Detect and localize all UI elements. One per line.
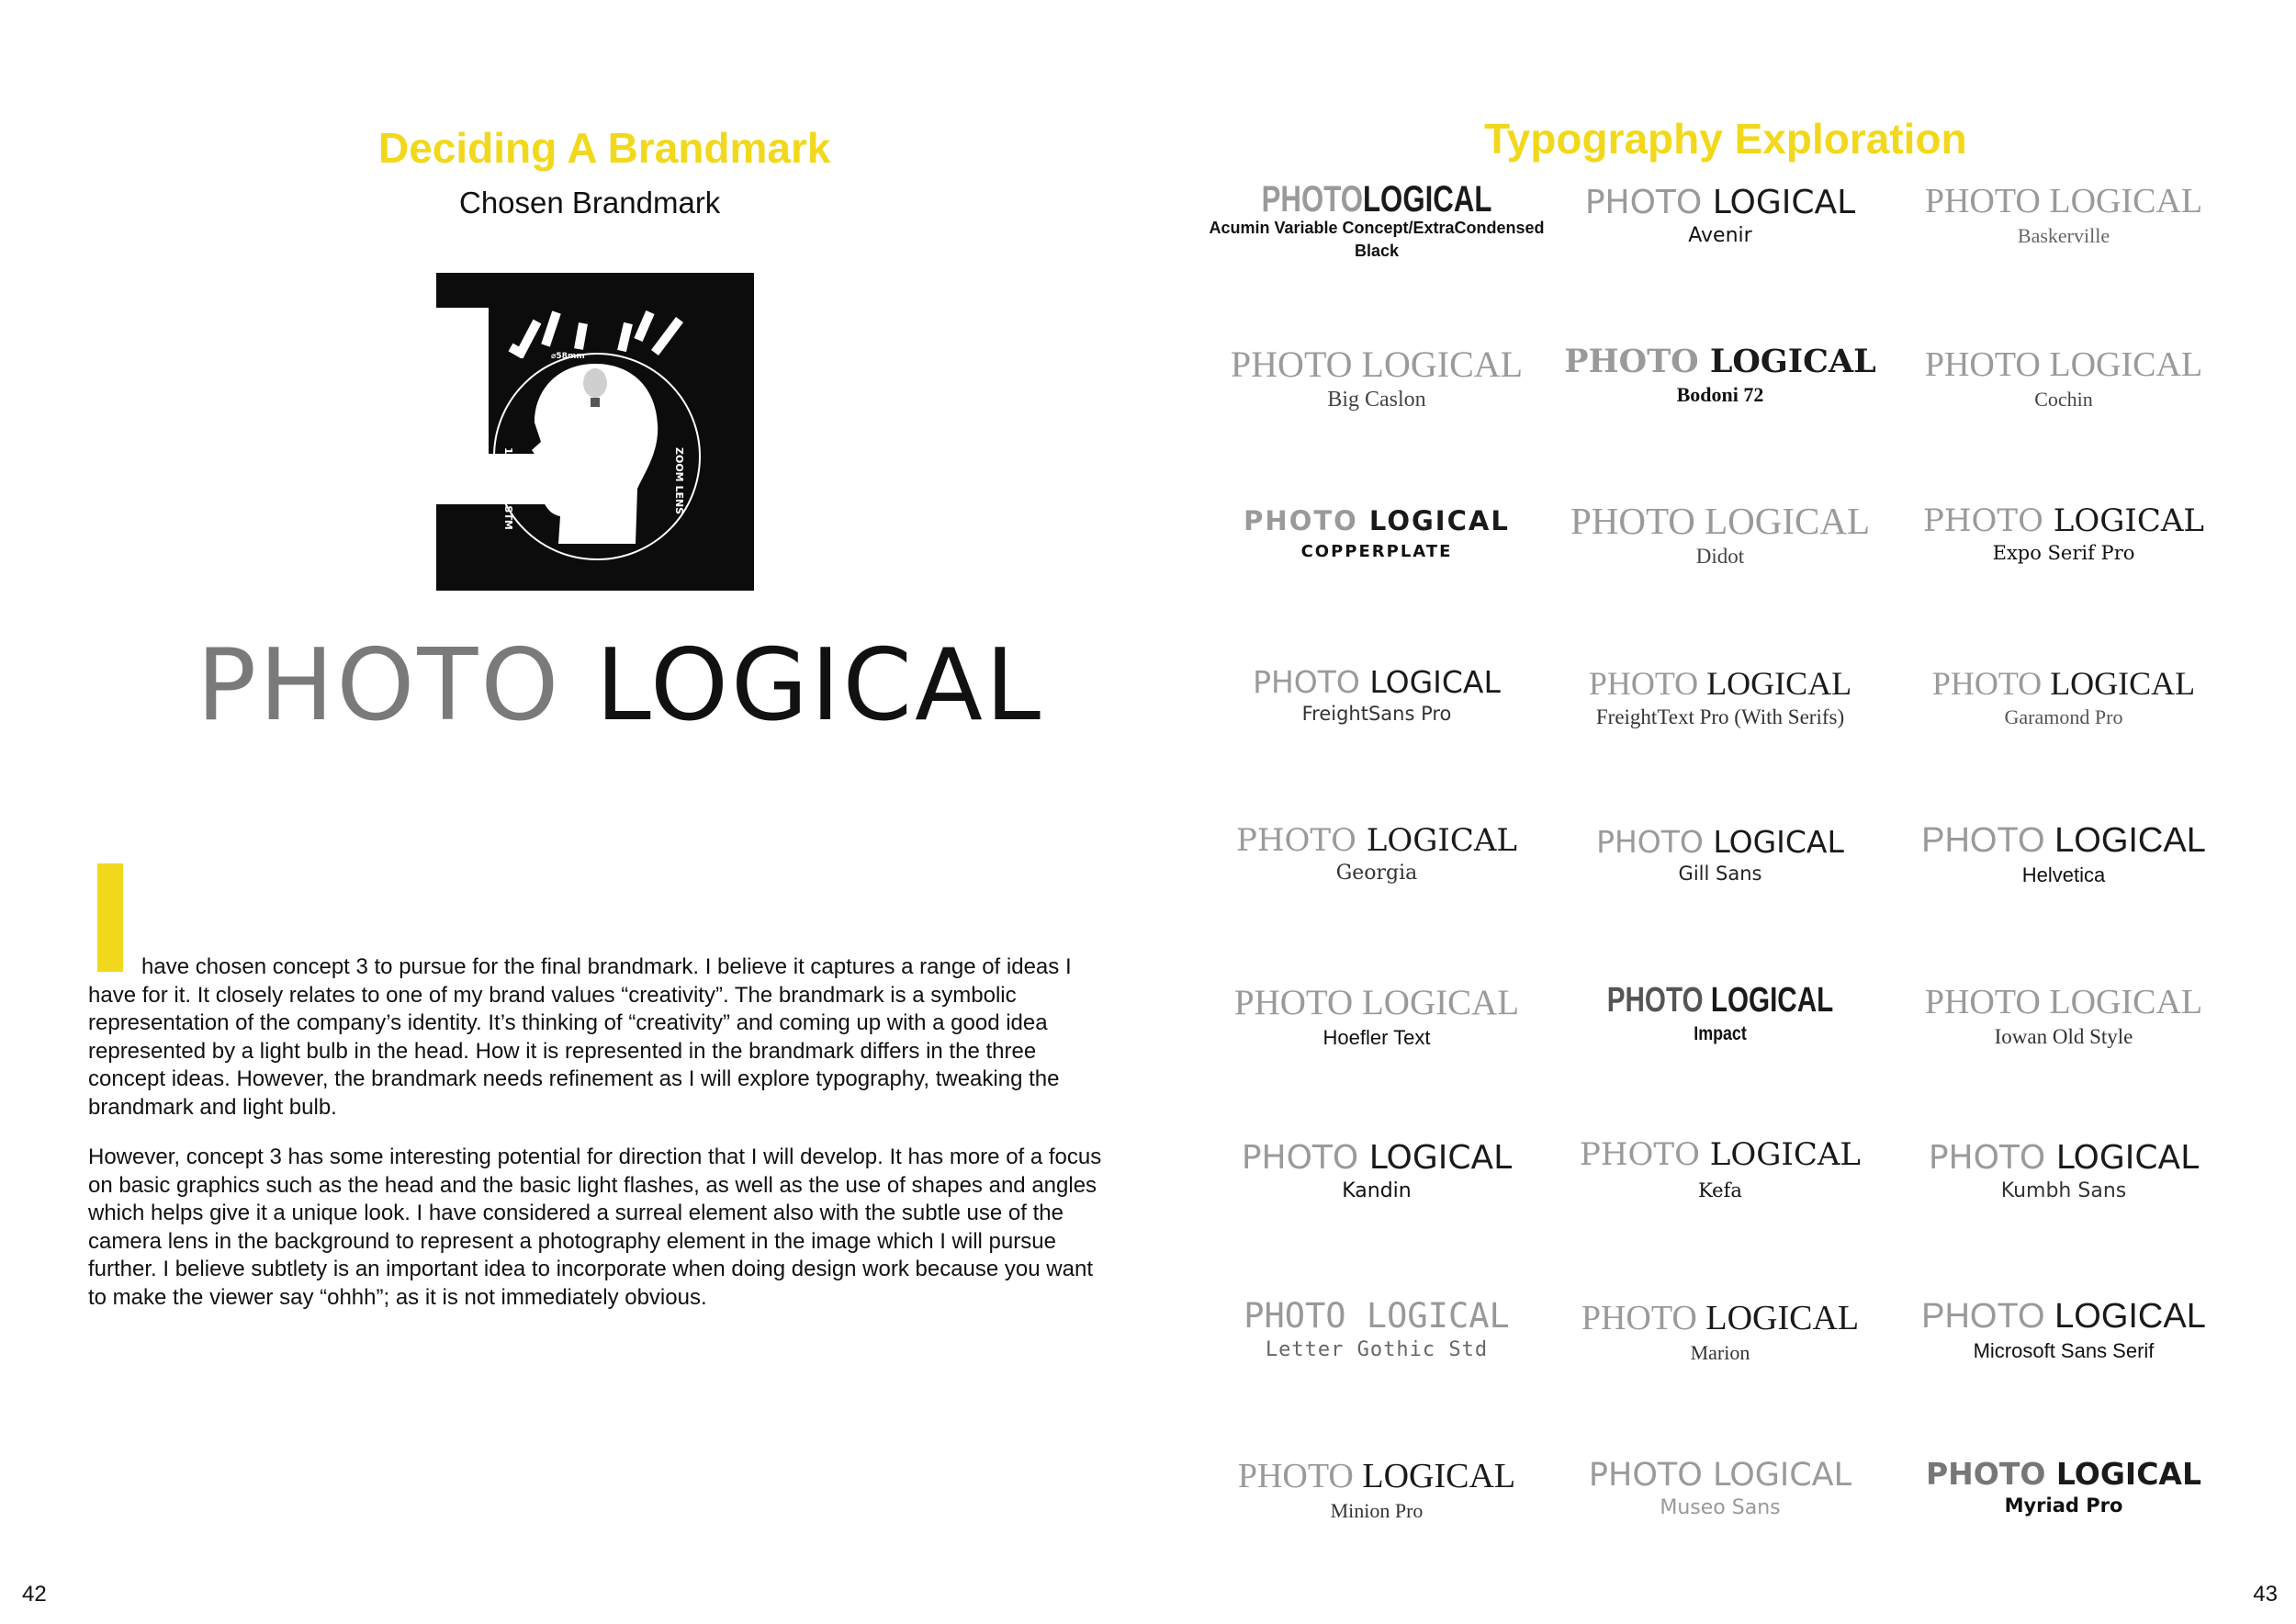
sample-text: PHOTO LOGICAL [1236, 822, 1517, 859]
sample-text: PHOTO LOGICAL [1924, 182, 2203, 220]
font-name: Microsoft Sans Serif [1973, 1338, 2155, 1362]
sample-text: PHOTO LOGICAL [1588, 1457, 1852, 1494]
sample-text: PHOTO LOGICAL [1921, 1297, 2206, 1336]
page-title-typography: Typography Exploration [1484, 115, 1967, 163]
sample-text: PHOTO LOGICAL [1564, 343, 1876, 380]
font-name: Helvetica [2021, 863, 2106, 886]
font-sample-didot [1548, 502, 1892, 569]
brandmark-graphic [432, 268, 759, 595]
font-sample-garamond [1892, 667, 2235, 729]
sample-text: PHOTO LOGICAL [1584, 184, 1856, 221]
font-sample-kandin [1205, 1141, 1548, 1202]
font-name: Marion [1690, 1340, 1750, 1364]
font-sample-bodoni [1548, 345, 1892, 407]
sample-text: PHOTO LOGICAL [1921, 821, 2206, 860]
font-name: Kefa [1698, 1179, 1742, 1201]
sample-text: PHOTO LOGICAL [1580, 1136, 1861, 1173]
font-sample-hoefler [1205, 985, 1548, 1050]
font-sample-kefa [1548, 1136, 1892, 1201]
sample-text: PHOTO LOGICAL [1241, 1139, 1513, 1177]
page-title: Deciding A Brandmark [378, 124, 831, 172]
font-name: Georgia [1335, 861, 1418, 885]
font-sample-cochin [1892, 347, 2235, 412]
font-name: Acumin Variable Concept/ExtraCondensed [1209, 219, 1545, 237]
sample-text: PHOTO LOGICAL [1244, 1296, 1510, 1336]
section-subtitle: Chosen Brandmark [459, 186, 721, 220]
font-name: Expo Serif Pro [1992, 541, 2135, 564]
font-name: Impact [1694, 1022, 1747, 1044]
font-sample-impact [1548, 983, 1892, 1045]
font-name: Cochin [2034, 387, 2093, 411]
font-name: Museo Sans [1660, 1495, 1781, 1519]
font-name: Letter Gothic Std [1265, 1337, 1489, 1361]
font-sample-helvetica [1892, 823, 2235, 887]
logotype-photo: PHOTO [197, 628, 562, 743]
font-sample-georgia [1205, 822, 1548, 885]
font-sample-iowan [1892, 985, 2235, 1049]
sample-text: PHOTOLOGICAL [1261, 179, 1492, 220]
sample-text: PHOTO LOGICAL [1926, 1456, 2201, 1492]
font-name: Myriad Pro [2004, 1494, 2123, 1517]
font-sample-museo-sans [1548, 1459, 1892, 1519]
sample-text: PHOTO LOGICAL [1931, 665, 2196, 702]
body-text [88, 953, 1117, 1334]
font-sample-myriad [1892, 1456, 2235, 1517]
font-name: Didot [1695, 545, 1745, 569]
font-sample-letter-gothic [1205, 1296, 1548, 1361]
font-name: Kumbh Sans [2000, 1179, 2127, 1202]
font-sample-gill-sans [1548, 824, 1892, 885]
font-name: Minion Pro [1330, 1498, 1424, 1522]
font-name: Hoefler Text [1322, 1025, 1431, 1049]
sample-text: PHOTO LOGICAL [1570, 500, 1871, 542]
sample-text: PHOTO LOGICAL [1233, 983, 1520, 1022]
font-sample-ms-sans-serif [1892, 1299, 2235, 1363]
font-name: Garamond Pro [2004, 705, 2123, 728]
font-sample-freighttext [1548, 667, 1892, 729]
sample-text: PHOTO LOGICAL [1588, 665, 1852, 702]
lens-text-zoom: ZOOM LENS [673, 447, 685, 515]
font-sample-kumbh-sans [1892, 1141, 2235, 1202]
paragraph-1: have chosen concept 3 to pursue for the final brandmark. I believe it captures a range of ideas I have for it. It closely relates to one of my brand values “creativity”. The brandmark is a symbolic representation of the company’s identity. It’s thinking of “creativity” and coming up with a good idea represented by a light bulb in the head. How it is represented in the brandmark differs in the three concept ideas. However, the brandmark needs refinement as I will explore typography, tweaking the brandmark and light bulb. [88, 954, 1072, 1120]
font-name: Big Caslon [1327, 388, 1426, 412]
sample-text: PHOTO LOGICAL [1230, 344, 1524, 385]
sample-text: PHOTO LOGICAL [1923, 502, 2204, 539]
lens-text-aperture: 1:3.5-6 IS STM [502, 447, 514, 530]
font-name: Avenir [1688, 223, 1752, 247]
sample-text: PHOTO LOGICAL [1237, 1457, 1516, 1495]
sample-text: PHOTO LOGICAL [1928, 1139, 2200, 1177]
font-name: Iowan Old Style [1994, 1024, 2133, 1048]
logotype-logical: LOGICAL [595, 628, 1044, 743]
font-sample-marion [1548, 1301, 1892, 1365]
font-name-line2: Black [1354, 242, 1400, 260]
paragraph-2: However, concept 3 has some interesting potential for direction that I will develop. It has more of a focus on basic graphics such as the head and the basic light flashes, as well as the use of shapes and angles which helps give it a unique look. I have considered a surreal element also with the subtle use of the camera lens in the background to represent a photography element in the image which I will pursue further. I believe subtlety is an important idea to incorporate when doing design work because you want to make the viewer say “ohhh”; as it is not immediately obvious. [88, 1145, 1102, 1310]
brandmark-logo [432, 268, 759, 600]
sample-text: PHOTO LOGICAL [1244, 505, 1510, 536]
sample-text: PHOTO LOGICAL [1924, 345, 2203, 384]
lens-text-diameter: ⌀58mm [551, 352, 585, 361]
font-sample-copperplate [1205, 507, 1548, 561]
font-name: Gill Sans [1678, 862, 1762, 885]
sample-text: PHOTO LOGICAL [1924, 983, 2203, 1021]
sample-text: PHOTO LOGICAL [1606, 981, 1834, 1020]
font-name: Baskerville [2017, 223, 2110, 247]
page-number-left: 42 [22, 1582, 47, 1607]
font-name: COPPERPLATE [1300, 542, 1453, 562]
font-name: Kandin [1342, 1179, 1412, 1202]
font-name: Bodoni 72 [1676, 382, 1764, 406]
sample-text: PHOTO LOGICAL [1253, 664, 1501, 700]
font-sample-minion [1205, 1459, 1548, 1523]
font-sample-expo-serif [1892, 502, 2235, 564]
font-sample-freightsans [1205, 664, 1548, 725]
font-name: FreightText Pro (With Serifs) [1595, 705, 1845, 728]
right-page [1148, 0, 2296, 1624]
font-sample-avenir [1548, 186, 1892, 247]
page-number-right: 43 [2253, 1582, 2278, 1607]
font-sample-acumin [1205, 180, 1548, 261]
sample-text: PHOTO LOGICAL [1596, 824, 1844, 860]
font-sample-big-caslon [1205, 345, 1548, 412]
brand-logotype [197, 628, 1043, 743]
font-name: FreightSans Pro [1301, 702, 1452, 725]
font-sample-baskerville [1892, 184, 2235, 248]
sample-text: PHOTO LOGICAL [1581, 1299, 1860, 1337]
